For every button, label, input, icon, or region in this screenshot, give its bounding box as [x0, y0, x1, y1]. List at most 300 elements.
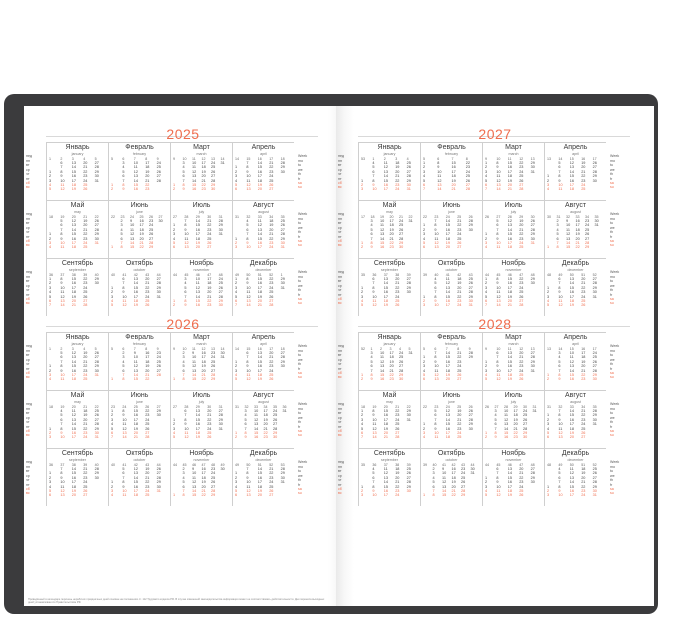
day-number: 2 [485, 165, 488, 170]
week-number: 6 [122, 347, 125, 351]
day-number: 24 [83, 240, 88, 245]
day-number: 10 [558, 182, 563, 187]
month-name-ru: Декабрь [249, 260, 278, 267]
day-number: 21 [83, 165, 88, 170]
day-number: 31 [530, 169, 535, 174]
day-label: пн [338, 275, 342, 279]
day-number: 17 [71, 178, 77, 183]
day-number: 21 [269, 232, 274, 237]
day-number: 21 [581, 480, 586, 485]
day-number: 11 [383, 467, 388, 471]
day-number: 18 [71, 484, 77, 489]
week-number: 30 [530, 215, 535, 219]
day-number: 11 [60, 245, 65, 250]
day-number: 11 [383, 161, 388, 165]
day-number: 6 [558, 475, 561, 480]
week-number: 34 [581, 405, 586, 409]
day-number: 30 [156, 290, 161, 295]
day-number: 29 [211, 493, 216, 498]
month-march [170, 142, 232, 200]
months-grid [358, 142, 606, 316]
day-number: 31 [468, 303, 473, 308]
day-label: вт [338, 411, 342, 416]
day-label: ср [26, 167, 30, 172]
day-number: 2 [361, 182, 364, 187]
day-number: 15 [257, 277, 263, 281]
day-number: 26 [399, 359, 404, 364]
month-name-ru: Июнь [130, 202, 149, 209]
months-grid [358, 332, 606, 506]
day-number: 18 [389, 223, 394, 228]
day-number: 27 [406, 277, 411, 281]
day-number: 9 [434, 359, 437, 364]
day-number: 7 [182, 488, 185, 493]
day-number: 7 [246, 467, 249, 471]
day-number: 11 [496, 245, 501, 250]
day-number: 23 [207, 303, 212, 308]
day-number: 14 [380, 236, 385, 241]
day-number: 25 [156, 359, 161, 364]
week-number: 38 [71, 273, 76, 277]
day-number: 17 [133, 294, 139, 299]
day-number: 4 [485, 488, 488, 493]
week-number: 28 [504, 405, 508, 409]
day-number: 26 [145, 303, 150, 308]
day-number: 24 [273, 409, 278, 413]
day-number: 9 [130, 219, 133, 223]
day-label: su [610, 243, 614, 248]
week-number: 23 [120, 215, 125, 219]
week-number: 40 [111, 463, 115, 467]
day-number: 1 [485, 475, 488, 480]
weekend-row [173, 303, 230, 307]
day-label: вт [338, 221, 342, 226]
day-number: 15 [383, 285, 389, 290]
day-number: 8 [184, 417, 187, 422]
day-number: 1 [235, 277, 238, 281]
day-number: 19 [133, 303, 139, 308]
day-number: 12 [569, 161, 575, 165]
day-number: 14 [195, 294, 201, 299]
week-number: 28 [184, 215, 189, 219]
day-number: 23 [211, 467, 216, 471]
day-label-list [336, 407, 342, 438]
week-number: 26 [149, 215, 153, 219]
day-number: 6 [556, 236, 559, 241]
day-number: 26 [530, 219, 535, 223]
day-number: 10 [496, 169, 501, 174]
week-number: 5 [111, 347, 113, 351]
day-label: sa [298, 486, 302, 491]
month-march [170, 332, 232, 390]
week-number: 27 [496, 215, 501, 219]
day-number: 9 [192, 467, 195, 471]
month-name-ru: Май [382, 392, 397, 399]
week-number: 18 [280, 347, 285, 351]
day-number: 30 [594, 219, 599, 223]
day-number: 20 [451, 182, 456, 187]
week-number: 16 [581, 347, 586, 351]
day-number: 21 [457, 351, 462, 355]
day-number: 9 [246, 169, 249, 174]
day-number: 11 [380, 223, 384, 228]
day-number: 19 [445, 372, 451, 377]
weekend-row [111, 377, 168, 381]
day-number: 13 [257, 227, 263, 232]
day-number: 11 [442, 475, 446, 480]
day-label: чт [26, 420, 30, 425]
day-number: 23 [145, 187, 150, 192]
day-number: 16 [507, 165, 513, 170]
day-number: 2 [485, 480, 488, 485]
day-number: 16 [257, 364, 263, 369]
day-number: 17 [569, 294, 575, 299]
day-number: 5 [49, 488, 52, 493]
day-label: su [610, 433, 614, 438]
day-number: 16 [133, 187, 139, 192]
day-number: 10 [60, 178, 65, 183]
day-number: 26 [399, 227, 404, 232]
day-number: 27 [399, 232, 404, 237]
day-number: 7 [246, 355, 249, 360]
day-number: 7 [485, 187, 488, 192]
day-number: 10 [60, 372, 65, 377]
day-label: mo [610, 465, 615, 469]
month-name-ru: Октябрь [125, 450, 154, 457]
day-number: 10 [122, 488, 127, 493]
day-number: 10 [254, 409, 259, 413]
day-number: 5 [494, 417, 497, 422]
month-name-en: march [508, 342, 519, 346]
day-number: 12 [558, 303, 563, 308]
day-number: 24 [581, 182, 586, 187]
week-number: 2 [60, 347, 63, 351]
weekend-row [49, 435, 106, 439]
day-number: 25 [269, 372, 274, 377]
day-number: 13 [504, 422, 509, 427]
month-name-en: december [567, 458, 584, 462]
day-number: 3 [423, 303, 426, 308]
month-name-ru: Август [564, 202, 587, 209]
day-number: 13 [184, 245, 189, 250]
day-number: 25 [207, 236, 212, 241]
day-number: 21 [257, 303, 263, 308]
week-number: 21 [395, 405, 400, 409]
month-june [108, 390, 170, 448]
day-label: th [298, 172, 301, 177]
day-label: вс [26, 375, 30, 380]
day-number: 19 [507, 294, 513, 299]
day-number: 15 [192, 493, 197, 498]
day-number: 5 [558, 161, 561, 165]
week-number: 29 [519, 215, 524, 219]
day-number: 29 [211, 182, 216, 187]
day-number: 25 [581, 187, 586, 192]
day-number: 24 [519, 169, 524, 174]
day-number: 1 [173, 182, 176, 187]
day-number: 17 [569, 422, 575, 427]
week-number: 17 [592, 157, 597, 161]
day-number: 9 [494, 435, 497, 440]
day-number: 21 [581, 368, 586, 373]
day-number: 3 [485, 285, 488, 290]
day-number: 24 [211, 471, 216, 476]
day-number: 15 [133, 480, 139, 485]
weekend-row [485, 493, 542, 497]
day-number: 23 [519, 165, 524, 170]
day-number: 16 [195, 303, 201, 308]
month-january [358, 332, 420, 390]
day-number: 26 [207, 435, 212, 440]
day-label: пн [26, 217, 30, 221]
day-number: 19 [133, 426, 139, 431]
day-number: 17 [507, 368, 513, 373]
day-number: 14 [133, 178, 139, 183]
day-number: 22 [139, 245, 144, 250]
week-number: 11 [192, 157, 196, 161]
day-label: sa [610, 238, 614, 243]
week-number: 15 [569, 157, 574, 161]
week-number: 36 [49, 463, 53, 467]
day-number: 6 [122, 368, 125, 373]
day-number: 10 [133, 355, 139, 360]
day-number: 14 [133, 372, 139, 377]
day-number: 14 [569, 409, 575, 413]
month-name-ru: Декабрь [561, 260, 590, 267]
day-number: 5 [485, 377, 488, 382]
day-number: 12 [496, 493, 501, 498]
day-number: 24 [457, 430, 462, 435]
day-number: 10 [246, 174, 251, 179]
day-number: 30 [280, 169, 285, 174]
day-label: вс [26, 433, 30, 438]
day-number: 3 [361, 294, 364, 299]
day-label: пн [26, 275, 30, 279]
day-number: 6 [558, 364, 561, 369]
day-number: 7 [434, 219, 437, 223]
month-name-ru: Апрель [563, 144, 588, 151]
day-number: 17 [507, 484, 513, 489]
day-number: 4 [558, 467, 561, 471]
day-label: su [298, 375, 302, 380]
day-number: 27 [530, 467, 535, 471]
month-name-en: october [445, 458, 458, 462]
day-number: 1 [547, 245, 550, 250]
month-august [544, 200, 606, 258]
day-number: 27 [218, 290, 223, 295]
week-number: 30 [207, 405, 212, 409]
month-name-en: may [74, 400, 81, 404]
day-number: 20 [569, 435, 575, 440]
day-number: 16 [257, 240, 263, 245]
day-number: 30 [156, 484, 161, 489]
week-number: 52 [592, 463, 597, 467]
day-number: 13 [71, 355, 77, 360]
day-number: 17 [71, 372, 77, 377]
week-number-label: нед [26, 212, 33, 216]
day-number: 25 [149, 227, 154, 232]
day-number: 19 [457, 281, 462, 286]
day-number: 9 [496, 281, 499, 286]
week-number: 9 [468, 347, 471, 351]
day-number: 8 [122, 377, 125, 382]
day-label: th [610, 478, 613, 483]
day-number: 7 [558, 368, 561, 373]
day-number: 9 [122, 290, 125, 295]
day-number: 4 [122, 165, 125, 170]
day-number: 4 [423, 174, 426, 179]
day-number: 21 [133, 435, 139, 440]
day-number: 10 [372, 187, 377, 192]
day-number: 24 [519, 285, 524, 290]
day-number: 26 [156, 467, 161, 471]
day-number: 28 [280, 355, 285, 360]
day-number: 24 [519, 368, 524, 373]
day-number: 21 [389, 368, 394, 373]
week-number: 29 [513, 405, 518, 409]
day-number: 19 [257, 182, 263, 187]
day-number: 12 [566, 232, 571, 237]
day-number: 9 [122, 484, 125, 489]
day-number: 15 [569, 484, 575, 489]
day-number: 15 [195, 223, 201, 228]
day-number: 6 [246, 227, 249, 232]
day-number: 10 [246, 480, 251, 485]
day-number: 8 [372, 484, 375, 489]
week-number: 26 [485, 215, 489, 219]
day-number: 28 [280, 161, 285, 165]
week-number: 18 [49, 215, 53, 219]
day-number: 23 [395, 413, 400, 418]
day-number: 19 [71, 187, 77, 192]
day-label: sa [610, 180, 614, 185]
day-label: th [610, 288, 613, 293]
week-number: 28 [184, 405, 189, 409]
day-label: mo [610, 159, 615, 163]
day-number: 1 [49, 426, 52, 431]
day-number: 1 [49, 169, 52, 174]
day-number [221, 493, 231, 497]
day-number [281, 303, 292, 307]
day-label-block [610, 142, 630, 200]
day-number: 13 [558, 435, 563, 440]
day-label: вс [26, 301, 30, 306]
week-number: 30 [207, 215, 212, 219]
day-label: mo [298, 349, 303, 353]
day-number: 4 [235, 484, 238, 489]
day-number: 8 [496, 359, 499, 364]
day-label: su [298, 491, 302, 496]
day-label: ср [338, 473, 342, 478]
day-number: 11 [257, 219, 262, 223]
day-number: 20 [389, 232, 394, 237]
week-number: 17 [361, 215, 365, 219]
day-number: 1 [49, 232, 52, 237]
day-number: 21 [519, 355, 524, 360]
day-number: 13 [569, 475, 575, 480]
day-number: 21 [83, 227, 88, 232]
day-number: 20 [519, 223, 524, 228]
day-label: mo [610, 349, 615, 353]
day-number: 11 [60, 182, 65, 187]
day-label: tu [298, 469, 301, 474]
day-number: 12 [496, 294, 501, 299]
day-number [409, 245, 419, 249]
day-number: 4 [423, 435, 426, 440]
day-number: 6 [558, 277, 561, 281]
day-labels-en [610, 332, 630, 506]
day-label-block [336, 448, 356, 506]
day-number: 5 [235, 294, 238, 299]
day-number: 5 [235, 488, 238, 493]
day-number: 21 [451, 187, 456, 192]
day-number: 13 [507, 467, 513, 471]
day-number: 27 [211, 174, 216, 179]
day-number: 25 [592, 467, 597, 471]
week-number: 43 [468, 273, 473, 277]
day-number: 9 [184, 303, 187, 308]
week-number: 43 [145, 463, 150, 467]
week-number-label: Week [298, 212, 308, 216]
week-number: 27 [494, 405, 499, 409]
day-number: 15 [71, 471, 77, 476]
month-name-en: november [505, 268, 522, 272]
week-number: 7 [445, 347, 448, 351]
day-number: 6 [434, 285, 437, 290]
week-number: 11 [192, 347, 196, 351]
day-number: 29 [468, 355, 473, 360]
day-number: 13 [122, 430, 127, 435]
day-number: 12 [507, 219, 513, 223]
week-number: 15 [246, 157, 251, 161]
week-number: 38 [71, 463, 76, 467]
day-number: 29 [218, 298, 223, 303]
day-number: 5 [235, 182, 238, 187]
day-number: 14 [257, 467, 263, 471]
day-number [595, 245, 605, 249]
day-number: 18 [195, 430, 201, 435]
day-labels-en [298, 332, 318, 506]
week-number: 35 [592, 405, 597, 409]
day-number: 28 [585, 240, 590, 245]
week-number: 5 [423, 157, 425, 161]
day-number: 4 [49, 290, 52, 295]
day-number: 21 [201, 178, 206, 183]
day-number: 1 [485, 430, 488, 435]
day-label: tu [610, 411, 613, 416]
day-number: 30 [280, 364, 285, 369]
day-number: 26 [592, 359, 597, 364]
week-number: 24 [445, 405, 450, 409]
day-number: 9 [60, 236, 63, 241]
day-number: 29 [406, 285, 411, 290]
day-number: 16 [145, 351, 150, 355]
week-number: 3 [71, 347, 74, 351]
day-number: 28 [211, 372, 216, 377]
day-number: 16 [192, 187, 197, 192]
day-number: 22 [457, 355, 462, 360]
day-number: 23 [145, 413, 150, 418]
day-number: 5 [496, 219, 499, 223]
day-number: 3 [184, 277, 187, 281]
day-number: 24 [269, 174, 274, 179]
day-number: 13 [507, 351, 513, 355]
week-number: 25 [133, 405, 138, 409]
day-number: 19 [569, 430, 575, 435]
day-number: 17 [201, 471, 206, 476]
day-label: вт [26, 221, 30, 226]
week-number: 44 [485, 273, 489, 277]
